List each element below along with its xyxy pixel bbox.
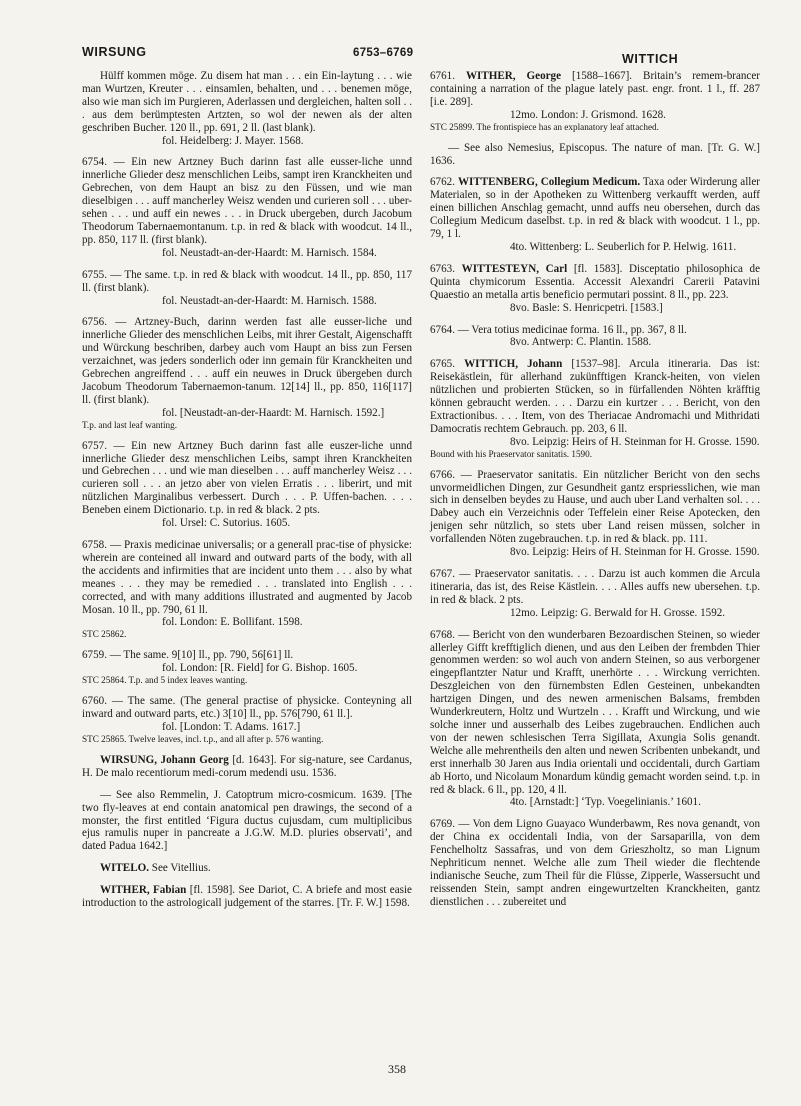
left-column: [82, 70, 412, 919]
entry-number: 6767.: [430, 568, 455, 580]
entry-heading: WITTESTEYN, Carl: [461, 262, 568, 275]
entry-imprint: fol. [Neustadt-an-der-Haardt: M. Harnisch. 1592.]: [162, 406, 385, 419]
catalogue-entry: [82, 269, 412, 308]
entry-description: — Praxis medicinae universalis; or a generall prac-tise of physicke: wherein are conteined all inward and outward parts of the body, with all the accidents and infirmities that are incident unto them . . . also by what meanes . . . they may be remedied . . . translated into English . . . corrected, and with many additions illustrated and augmented by Jacob Mosan. 10 ll., pp. 790, 61 ll.: [82, 539, 412, 616]
entry-description: — Von dem Ligno Guayaco Wunderbawm, Res nova genandt, von der China ex occidentali India, von der Sarsaparilla, von dem Fenchelholtz Sassafras, und von dem Grieszholtz, so man Lignum Nephriticum nennet. Welche alle zum Theil wieder die flechtende indianische Seuche, zum Theil für die Flüsse, Zipperle, Wassersucht und reissenden Stein, sampt andren eingewurtzelten Kranckheiten, gantz dienstlichen . . . zubereitet und: [430, 818, 760, 908]
entry-description: — Artzney-Buch, darinn werden fast alle eusser-liche und innerliche Glieder des menschlichen Leibs, mit ihrer Gestalt, Aigenschafft und Würckung beschriben, darbey auch vom Haupt an biss zun Fersen verzaichnet, was jeders sonderlich oder inn gemain für Kranckheiten und Gebrechen angreiffend . . . auff ein neuwes in Druck übergeben durch Jacobum Theodorum Tabernaemon-tanum. 12[14] ll., pp. 850, 116[117] ll. (first blank).: [82, 316, 412, 406]
entry-description: — See also Remmelin, J. Catoptrum micro-cosmicum. 1639. [The two fly-leaves at end contain anatomical pen drawings, the second of a monster, the first entitled ‘Figura ductus cujusdam, cum multiplicibus ejus ramulis nuper in pancreate a J.G.W. M.D. pluries observati’, and dated Padua 1642.]: [82, 788, 412, 853]
entry-description: — Bericht von den wunderbaren Bezoardischen Steinen, so wieder allerley Gifft krefftiglich dienen, und aus den Leiben der frembden Thier genommen werden: so wol auch von andern Steinen, so aus verborgener eingepflantzter Natur und Krafft, unerhörte . . . Wirckung verrichten. Deszgleichen von den fürnembsten Edlen Gesteinen, unbekandten hartzigen Dingen, und des newen armenischen Balsams, frembden Wunderkreutern, Holtz und Wurtzeln . . . Krafft und Wirckung, und wie solche inner und ausserhalb des Leibes zugebrauchen. Endlichen auch von der newen schlesischen Terra Sigillata, Axungia Solis genandt. Welche alle mehrentheils den alten und newen Scribenten unbekandt, und erst innerhalb 30 Jaren aus India orientali und occidentali, durch Gartiam ab Horto, und Nicolaum Monardum kündig gemacht worden seind. t.p. in red & black. 6 ll., pp. 120, 4 ll.: [430, 628, 760, 796]
entry-imprint: fol. Neustadt-an-der-Haardt: M. Harnisch. 1584.: [162, 246, 377, 259]
entry-description: — The same. (The general practise of physicke. Conteyning all inward and outward parts, etc.) 3[10] ll., pp. 576[790, 61 ll.].: [82, 695, 412, 721]
entry-imprint: 8vo. Leipzig: Heirs of H. Steinman for H. Grosse. 1590.: [510, 546, 760, 559]
catalogue-entry: [82, 862, 412, 875]
entry-imprint: fol. London: E. Bollifant. 1598.: [162, 616, 303, 629]
entry-imprint: fol. [London: T. Adams. 1617.]: [162, 720, 301, 733]
entry-note: STC 25862.: [82, 629, 127, 640]
entry-heading: WIRSUNG, Johann Georg: [100, 753, 229, 766]
entry-imprint: 4to. Wittenberg: L. Seuberlich for P. Helwig. 1611.: [510, 240, 737, 253]
entry-number: 6759.: [82, 649, 107, 662]
catalogue-entry: [82, 754, 412, 780]
catalogue-entry: [430, 469, 760, 559]
running-head-left: WIRSUNG: [82, 45, 147, 59]
entry-note: STC 25899. The frontispiece has an explanatory leaf attached.: [430, 121, 659, 132]
catalogue-entry: [430, 70, 760, 133]
entry-description: [1537–98]. Arcula itineraria. Das ist: Reisekästlein, für allerhand zukünfftigen Kranck-heiten, von vielen nützlichen und probierten Stücken, so in fürfallenden Nöhten kräfftig können gebraucht werden. . . . Darzu ein kurtzer . . . Bericht, von den Extractionibus. . . . Item, von des Theriacae Andromachi und Mithridati Damocratis rechtem Gebrauch. pp. 203, 6 ll.: [430, 358, 760, 435]
catalogue-entry: [82, 649, 412, 686]
entry-number: 6765.: [430, 358, 455, 371]
entry-heading: WITHER, Fabian: [100, 884, 187, 897]
entry-number: 6769.: [430, 818, 455, 831]
entry-description: — Ein new Artzney Buch darinn fast alle eusser-liche unnd innerliche Glieder desz menschlichen Leibs, sampt iren Kranckheiten und Gebrechen, von dem Haupt an bisz zu den Füssen, und wie man dieselbigen . . . auff mancherley Weisz wenden und curieren soll . . . uber-sehen . . . und auff ein newes . . . in Druck ubergeben, durch Jacobum Theodorum Tabernaemontanum. t.p. in red & black with woodcut. 14 ll., pp. 850, 117 ll. (first blank).: [82, 156, 412, 246]
catalogue-entry: [430, 142, 760, 168]
entry-description: — Praeservator sanitatis. Ein nützlicher Bericht von den sechs unvormeidlichen Dingen, zur Gesundheit gantz erspriesslichen, wie man sich in denselben beydes zu Hause, und auch uber Land verhalten sol. . . . Dabey auch ein Verzeichnis oder Teffelein einer Reise Apotecken, den jenigen sehr nützlich, so stets uber Land reisen müssen, solcher in vorfallenden Nöten zugebrauchen. t.p. in red & black. pp. 111.: [430, 468, 760, 546]
entry-heading: WITTICH, Johann: [464, 358, 563, 371]
entry-description: — See also Nemesius, Episcopus. The nature of man. [Tr. G. W.] 1636.: [430, 141, 760, 167]
entry-number: 6764.: [430, 323, 455, 336]
entry-description: — Praeservator sanitatis. . . . Darzu ist auch kommen die Arcula itineraria, das ist, des Reise Kästlein. . . . Alles auffs new ubersehen. t.p. in red & black. 2 pts.: [430, 568, 760, 606]
catalogue-entry: [430, 568, 760, 620]
entry-imprint: 8vo. Antwerp: C. Plantin. 1588.: [510, 336, 652, 349]
entry-imprint: 8vo. Leipzig: Heirs of H. Steinman for H. Grosse. 1590.: [510, 435, 760, 448]
entry-number: 6756.: [82, 316, 107, 329]
entry-description: Taxa oder Wirderung aller Materialen, so in der Apotheken zu Wittenberg verkaufft werden, auff einen billichen Anschlag gemacht, unnd auffs neu obersehen, durch das Collegium Medicum daselbst. t.p. in red & black with woodcut. 1 l., pp. 79, 1 l.: [430, 176, 761, 241]
entry-description: — The same. 9[10] ll., pp. 790, 56[61] ll.: [109, 649, 294, 662]
entry-imprint: 12mo. Leipzig: G. Berwald for H. Grosse. 1592.: [510, 606, 726, 619]
entry-number: 6768.: [430, 628, 455, 641]
entry-description: [fl. 1598]. See Dariot, C. A briefe and most easie introduction to the astrologicall judgement of the starres. [Tr. F. W.] 1598.: [82, 884, 412, 910]
catalogue-entry: [82, 539, 412, 640]
entry-imprint: fol. London: [R. Field] for G. Bishop. 1605.: [162, 662, 358, 675]
entry-number: 6760.: [82, 695, 107, 708]
catalogue-entry: [82, 440, 412, 530]
entry-description: — Vera totius medicinae forma. 16 ll., pp. 367, 8 ll.: [457, 323, 687, 336]
entry-description: [1588–1667]. Britain’s remem-brancer containing a narration of the plague lately past. engr. front. 1 l., ff. 287 [i.e. 289].: [430, 70, 760, 108]
entry-note: T.p. and last leaf wanting.: [82, 419, 177, 430]
catalogue-entry: [430, 176, 760, 253]
catalogue-entry: [82, 316, 412, 430]
entry-heading: WITELO.: [100, 862, 150, 875]
entry-description: Hülff kommen möge. Zu disem hat man . . . ein Ein-laytung . . . wie man Wurtzen, Kreuter . . . einsamlen, behalten, und . . . benemen möge, also wie man sich im Purgieren, Aderlassen und dergleichen, halten soll . . . aus dem berümptesten Artzten, so wol der newen als der alten geschriben Bucher. 120 ll., pp. 691, 2 ll. (last blank).: [82, 70, 412, 134]
entry-imprint: 4to. [Arnstadt:] ‘Typ. Voegelinianis.’ 1601.: [510, 796, 701, 809]
catalogue-entry: [82, 70, 412, 147]
catalogue-entry: [82, 884, 412, 910]
catalogue-entry: [82, 156, 412, 259]
right-column: [430, 70, 760, 918]
entry-number: 6754.: [82, 156, 107, 169]
catalogue-entry: [82, 695, 412, 745]
entry-heading: WITHER, George: [465, 70, 562, 82]
entry-number: 6766.: [430, 468, 455, 481]
entry-imprint: 8vo. Basle: S. Henricpetri. [1583.]: [510, 301, 663, 314]
entry-description: [fl. 1583]. Disceptatio philosophica de Quinta chymicorum Essentia. Accessit Alexandri Carerii Patavini Quaestio an metalla artis beneficio permutari possint. 8 ll., pp. 223.: [430, 262, 760, 301]
entry-number: 6761.: [430, 70, 455, 82]
page-number: 358: [388, 1062, 406, 1076]
entry-imprint: fol. Heidelberg: J. Mayer. 1568.: [162, 134, 304, 147]
entry-number: 6763.: [430, 262, 455, 275]
entry-number: 6757.: [82, 439, 107, 452]
entry-number: 6762.: [430, 176, 455, 189]
catalogue-entry: [430, 263, 760, 315]
catalogue-entry: [430, 358, 760, 459]
entry-number: 6755.: [82, 268, 107, 281]
catalogue-entry: [430, 324, 760, 350]
entry-heading: WITTENBERG, Collegium Medicum.: [457, 176, 641, 189]
entry-description: — The same. t.p. in red & black with woodcut. 14 ll., pp. 850, 117 ll. (first blank).: [82, 268, 412, 294]
running-head-right: WITTICH: [622, 52, 679, 66]
catalogue-entry: [430, 818, 760, 908]
catalogue-entry: [430, 629, 760, 810]
entry-note: Bound with his Praeservator sanitatis. 1590.: [430, 448, 593, 459]
entry-note: STC 25864. T.p. and 5 index leaves wanting.: [82, 675, 248, 686]
entry-number: 6758.: [82, 539, 107, 551]
entry-note: STC 25865. Twelve leaves, incl. t.p., and all after p. 576 wanting.: [82, 733, 324, 744]
catalogue-entry: [82, 789, 412, 854]
entry-imprint: 12mo. London: J. Grismond. 1628.: [510, 108, 666, 121]
entry-description: See Vitellius.: [151, 862, 211, 875]
running-head-entry-range: 6753–6769: [353, 47, 414, 59]
entry-imprint: fol. Neustadt-an-der-Haardt: M. Harnisch. 1588.: [162, 294, 377, 307]
entry-imprint: fol. Ursel: C. Sutorius. 1605.: [162, 517, 291, 530]
entry-description: [d. 1643]. For sig-nature, see Cardanus, H. De malo recentiorum medi-corum medendi usu. 1536.: [82, 753, 412, 779]
entry-description: — Ein new Artzney Buch darinn fast alle euszer-liche unnd innerliche Glieder desz menschlichen Leibs, sampt ihren Kranckheiten und Gebrechen . . . und wie man dieselben . . . auff mancherley Weisz . . . curieren soll . . . an jetzo aber von vielen Erratis . . . liberirt, und mit nützlichen Marginalibus verbessert. Durch . . . P. Uffen-bachen. . . . Beneben einem Dictionario. t.p. in red & black. 2 pts.: [82, 439, 412, 517]
